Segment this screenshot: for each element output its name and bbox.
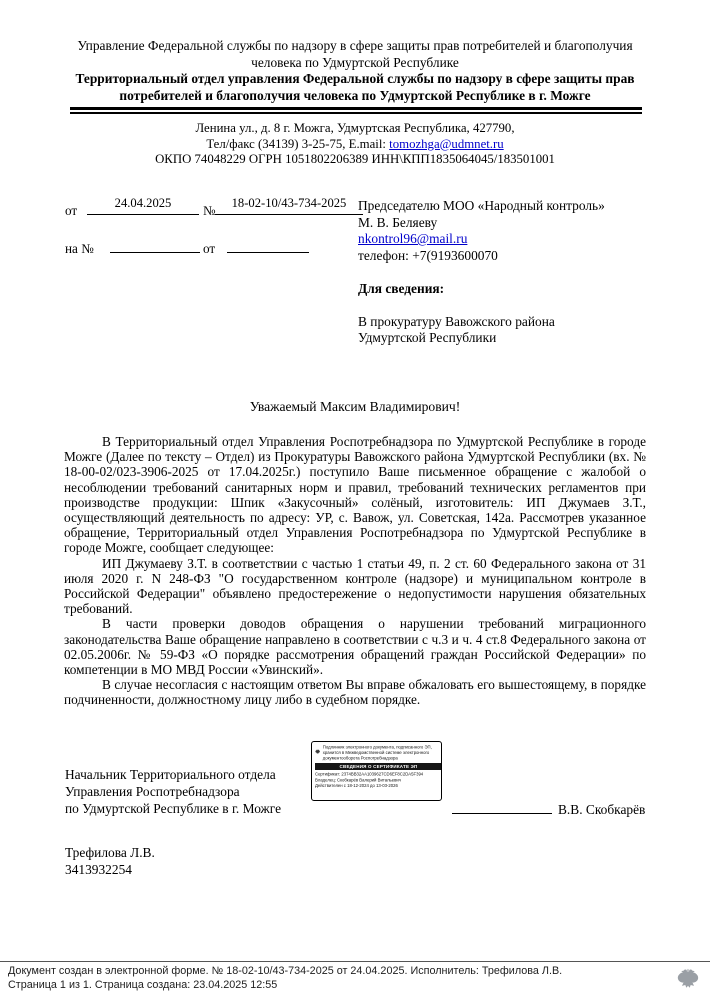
letterhead-divider [70, 107, 642, 114]
phone-fax-label: Тел/факс (34139) 3-25-75, E.mail: [206, 136, 390, 151]
org-codes: ОКПО 74048229 ОГРН 1051802206389 ИНН\КПП1835064045/183501001 [155, 152, 555, 166]
org-email-link[interactable]: tomozhga@udmnet.ru [389, 136, 504, 151]
signer-position-line2: Управления Роспотребнадзора [65, 784, 240, 799]
signer-position-line1: Начальник Территориального отдела [65, 767, 276, 782]
executor-name: Трефилова Л.В. [65, 845, 155, 860]
copy-recipient-line2: Удмуртской Республики [358, 330, 497, 345]
salutation: Уважаемый Максим Владимирович! [249, 399, 461, 414]
recipient-email-link[interactable]: nkontrol96@mail.ru [358, 231, 468, 246]
signer-name: В.В. Скобкарёв [558, 802, 646, 817]
paragraph-3: В части проверки доводов обращения о нарушении требований миграционного законодательства Ваше обращение направлено в соответствии с ч.3 и ч. 4 ст.8 Федерального закона от 02.05.2006г. № 59-ФЗ «О порядке рассмотрения обращений граждан Российской Федерации» по компетенции в МО МВД России «Увинский». [64, 616, 646, 678]
org-phone-email-line [0, 137, 710, 153]
footer-line1: Документ создан в электронной форме. № 18-02-10/43-734-2025 от 24.04.2025. Исполнитель: Трефилова Л.В. [8, 965, 563, 977]
reply-from-label: от [203, 241, 216, 256]
org-address: Ленина ул., д. 8 г. Можга, Удмуртская Республика, 427790, [195, 121, 515, 135]
stamp-header [315, 745, 442, 762]
footer-line2: Страница 1 из 1. Страница создана: 23.04.2025 12:55 [8, 978, 278, 991]
contact-block [0, 121, 710, 168]
reply-number-blank [110, 234, 200, 253]
stamp-owner: Владелец: Скобкарёв Валерий Витальевич [315, 777, 401, 783]
recipient-name: М. В. Беляеву [358, 214, 438, 230]
letterhead [40, 38, 670, 104]
recipient-email-line [358, 231, 688, 248]
paragraph-1: В Территориальный отдел Управления Роспотребнадзора по Удмуртской Республике в городе Можге (Далее по тексту – Отдел) из Прокуратуры Вавожского района Удмуртской Республики (вх. № 18-00-02/023-3906-2025 от 17.04.2025г.) поступило Ваше письменное обращение с жалобой о несоблюдении требований санитарных норм и правил, требований технических регламентов при производстве продукции: Шпик «Закусочный» солёный, изготовитель: ИП Джумаев З.Т., осуществляющий деятельность по адресу: УР, с. Вавож, ул. Советская, 142а. Рассмотрев указанное обращение, Территориальный отдел Управления Роспотребнадзора по Удмуртской Республике в городе Можге, сообщает следующее: [64, 434, 646, 556]
recipient-block [358, 198, 688, 347]
footer-divider [0, 961, 710, 962]
reply-date-blank [227, 234, 309, 253]
executor-block [65, 845, 155, 878]
e-signature-stamp [311, 741, 442, 801]
copy-recipient-line1: В прокуратуру Вавожского района [358, 313, 555, 329]
org-name-territorial: Территориальный отдел управления Федеральной службы по надзору в сфере защиты прав потребителей и благополучия человека по Удмуртской Республике в г. Можге [75, 71, 635, 103]
e-signature-stamp-inner [312, 742, 442, 789]
signer-position-line3: по Удмуртской Республике в г. Можге [65, 801, 282, 816]
stamp-validity: Действителен с 18-12-2024 до 13-03-2026 [315, 783, 398, 788]
outgoing-date: 24.04.2025 [87, 196, 199, 215]
signature-row [452, 799, 645, 818]
paragraph-4: В случае несогласия с настоящим ответом Вы вправе обжаловать его вышестоящему, в порядке подчиненности, должностному лицу либо в судебном порядке. [64, 677, 646, 708]
stamp-certificate-band: СВЕДЕНИЯ О СЕРТИФИКАТЕ ЭП [315, 763, 442, 770]
stamp-authenticity-text: Подлинник электронного документа, подписанного ЭП, хранится в Межведомственной системе электронного документооборота Роспотребнадзора [322, 744, 432, 761]
footer [8, 965, 648, 992]
paragraph-2: ИП Джумаеву З.Т. в соответствии с частью 1 статьи 49, п. 2 ст. 60 Федерального закона от 31 июля 2020 г. N 248-ФЗ "О государственном контроле (надзоре) и муниципальном контроле в Российской Федерации" объявлено предостережение о недопустимости нарушения обязательных требований. [64, 555, 646, 617]
number-label: № [203, 203, 216, 218]
recipient-phone: телефон: +7(9193600070 [358, 247, 498, 263]
signature-line [452, 799, 552, 814]
letter-body [64, 434, 646, 708]
footer-emblem-icon [676, 966, 700, 999]
executor-phone: 3413932254 [65, 861, 132, 877]
rospotrebnadzor-emblem-icon [315, 745, 320, 760]
spacer [358, 297, 688, 314]
signer-position [65, 766, 281, 817]
for-information-label: Для сведения: [358, 280, 445, 296]
recipient-title: Председателю МОО «Народный контроль» [358, 198, 605, 213]
reply-to-label: на № [65, 241, 94, 256]
outgoing-number: 18-02-10/43-734-2025 [215, 196, 363, 215]
stamp-certificate-number: Сертификат: 2374BB32AA1039627CD6EF8C2DA5F394 [315, 771, 424, 777]
from-label: от [65, 203, 78, 218]
org-name-federal: Управление Федеральной службы по надзору в сфере защиты прав потребителей и благополучия человека по Удмуртской Республике [77, 38, 633, 70]
spacer [358, 264, 688, 281]
